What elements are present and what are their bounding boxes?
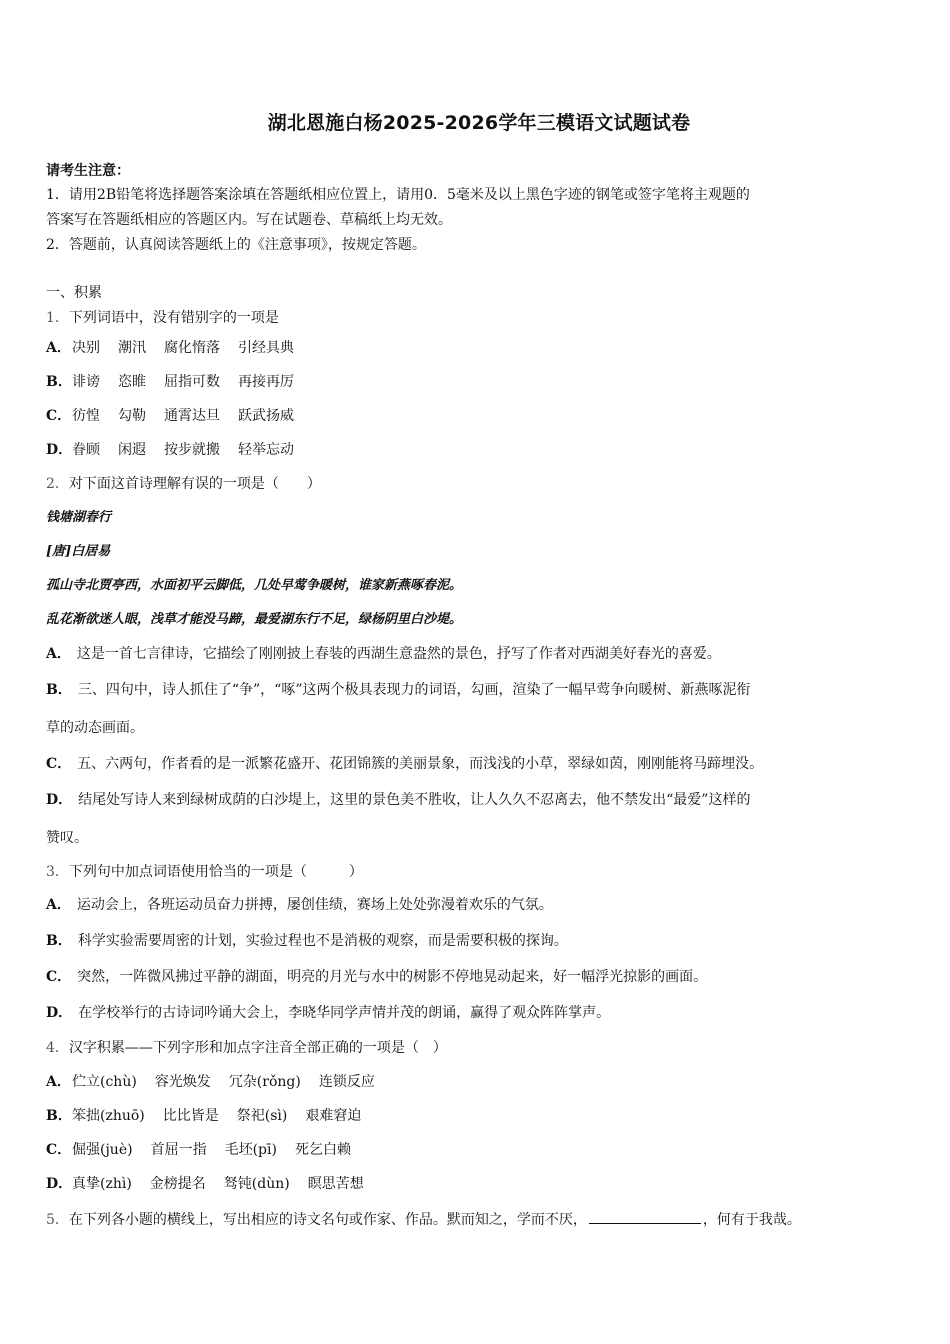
option-word: 死乞白赖 xyxy=(294,1142,351,1158)
poem-title: 钱塘湖春行 xyxy=(46,510,112,525)
option-text: 三、四句中，诗人抓住了“争”，“啄”这两个极具表现力的词语，勾画，渲染了一幅早莺争向暖树、新燕啄泥衔 xyxy=(77,682,751,698)
option-word: 彷惶 xyxy=(72,408,100,424)
option-b[interactable] xyxy=(46,671,912,747)
question-number: 2． xyxy=(46,476,69,492)
option-letter: B． xyxy=(46,1108,72,1124)
option-word: 轻举忘动 xyxy=(238,442,294,458)
option-letter: D． xyxy=(46,442,73,458)
option-word: 恣睢 xyxy=(118,374,146,390)
option-text: 突然，一阵微风拂过平静的湖面，明亮的月光与水中的树影不停地晃动起来，好一幅浮光掠影的画面。 xyxy=(77,969,708,985)
option-word: 闲遐 xyxy=(118,442,146,458)
option-word: 首屈一指 xyxy=(150,1142,207,1158)
option-text: 五、六两句，作者看的是一派繁花盛开、花团锦簇的美丽景象，而浅浅的小草，翠绿如茵，刚刚能将马蹄埋没。 xyxy=(77,756,764,772)
option-word: 艰难窘迫 xyxy=(305,1108,362,1124)
option-letter: D． xyxy=(46,1176,73,1192)
option-word: 伫立(chù) xyxy=(72,1074,137,1090)
question-5-stem xyxy=(46,1201,912,1239)
option-d[interactable] xyxy=(46,1167,912,1201)
option-word: 比比皆是 xyxy=(162,1108,219,1124)
option-word: 金榜提名 xyxy=(149,1176,206,1192)
poem-line-2: 乱花渐欲迷人眼，浅草才能没马蹄，最爱湖东行不足，绿杨阴里白沙堤。 xyxy=(46,612,463,627)
question-text: 在下列各小题的横线上，写出相应的诗文名句或作家、作品。默而知之，学而不厌， xyxy=(68,1212,587,1228)
question-text-end: ，何有于我哉。 xyxy=(702,1212,801,1228)
option-letter: B． xyxy=(46,933,72,949)
question-2-stem xyxy=(46,467,912,501)
option-word: 笨拙(zhuō) xyxy=(72,1108,145,1124)
option-word: 倔强(juè) xyxy=(72,1142,133,1158)
option-letter: C． xyxy=(46,969,72,985)
poem-author: [唐]白居易 xyxy=(46,544,111,559)
option-word: 决别 xyxy=(72,340,100,356)
exam-title: 湖北恩施白杨2025-2026学年三模语文试题试卷 xyxy=(267,112,691,134)
question-number: 1． xyxy=(46,310,69,326)
question-text: 下列句中加点词语使用恰当的一项是（ ） xyxy=(68,864,363,880)
option-word: 祭祀(sì) xyxy=(236,1108,288,1124)
answer-blank[interactable] xyxy=(589,1209,701,1224)
option-letter: A． xyxy=(46,340,71,356)
option-word: 再接再厉 xyxy=(238,374,294,390)
option-a[interactable] xyxy=(46,637,912,671)
question-5 xyxy=(46,1201,912,1239)
option-letter: A． xyxy=(46,1074,71,1090)
option-word: 眷顾 xyxy=(72,442,100,458)
option-b[interactable] xyxy=(46,923,912,959)
option-text: 运动会上，各班运动员奋力拼搏，屡创佳绩，赛场上处处弥漫着欢乐的气氛。 xyxy=(76,897,553,913)
option-a[interactable] xyxy=(46,1065,912,1099)
option-letter: B． xyxy=(46,682,72,698)
question-1-stem xyxy=(46,306,912,331)
question-2 xyxy=(46,467,912,857)
notice-heading: 请考生注意： xyxy=(46,163,130,179)
question-3 xyxy=(46,857,912,1031)
option-letter: C． xyxy=(46,756,72,772)
option-word: 屈指可数 xyxy=(164,374,220,390)
question-text: 汉字积累——下列字形和加点字注音全部正确的一项是（ ） xyxy=(68,1040,447,1056)
option-letter: A． xyxy=(46,646,71,662)
notice-line-3: 2．答题前，认真阅读答题纸上的《注意事项》，按规定答题。 xyxy=(46,237,426,253)
question-number: 5． xyxy=(46,1212,69,1228)
section-heading: 一、积累 xyxy=(46,285,102,301)
option-word: 容光焕发 xyxy=(154,1074,211,1090)
option-word: 潮汛 xyxy=(118,340,146,356)
option-c[interactable] xyxy=(46,399,912,433)
option-word: 瞑思苦想 xyxy=(307,1176,364,1192)
exam-page xyxy=(46,108,912,1239)
option-word: 引经具典 xyxy=(238,340,294,356)
option-d[interactable] xyxy=(46,433,912,467)
option-word: 真挚(zhì) xyxy=(72,1176,132,1192)
question-text: 下列词语中，没有错别字的一项是 xyxy=(68,310,279,326)
option-letter: C． xyxy=(46,1142,72,1158)
question-number: 4． xyxy=(46,1040,69,1056)
poem-line-1: 孤山寺北贾亭西，水面初平云脚低，几处早莺争暖树，谁家新燕啄春泥。 xyxy=(46,578,463,593)
question-4-stem xyxy=(46,1031,912,1065)
option-word: 连锁反应 xyxy=(318,1074,375,1090)
option-word: 腐化惰落 xyxy=(164,340,220,356)
option-word: 冗杂(rǒng) xyxy=(228,1074,301,1090)
option-text-cont: 草的动态画面。 xyxy=(46,720,144,736)
option-b[interactable] xyxy=(46,1099,912,1133)
question-1 xyxy=(46,306,912,467)
option-word: 跃武扬威 xyxy=(238,408,294,424)
option-letter: B． xyxy=(46,374,72,390)
option-text-cont: 赞叹。 xyxy=(46,830,88,846)
option-d[interactable] xyxy=(46,995,912,1031)
option-letter: C． xyxy=(46,408,72,424)
option-word: 勾勒 xyxy=(118,408,146,424)
option-b[interactable] xyxy=(46,365,912,399)
option-word: 通霄达旦 xyxy=(164,408,220,424)
question-3-stem xyxy=(46,857,912,887)
option-word: 驽钝(dùn) xyxy=(223,1176,290,1192)
option-word: 诽谤 xyxy=(72,374,100,390)
question-text: 对下面这首诗理解有误的一项是（ ） xyxy=(68,476,321,492)
option-letter: A． xyxy=(46,897,71,913)
option-word: 按步就搬 xyxy=(164,442,220,458)
option-text: 科学实验需要周密的计划，实验过程也不是消极的观察，而是需要积极的探询。 xyxy=(77,933,568,949)
option-text: 结尾处写诗人来到绿树成荫的白沙堤上，这里的景色美不胜收，让人久久不忍离去，他不禁发出“最爱”这样的 xyxy=(78,792,751,808)
notice-block xyxy=(46,159,912,258)
option-c[interactable] xyxy=(46,959,912,995)
question-number: 3． xyxy=(46,864,69,880)
option-text: 在学校举行的古诗词吟诵大会上，李晓华同学声情并茂的朗诵，赢得了观众阵阵掌声。 xyxy=(78,1005,611,1021)
option-c[interactable] xyxy=(46,1133,912,1167)
option-d[interactable] xyxy=(46,781,912,857)
notice-line-1: 1．请用2B铅笔将选择题答案涂填在答题纸相应位置上，请用0．5毫米及以上黑色字迹的钢笔或签字笔将主观题的 xyxy=(46,187,750,203)
option-a[interactable] xyxy=(46,331,912,365)
option-text: 这是一首七言律诗，它描绘了刚刚披上春装的西湖生意盎然的景色，抒写了作者对西湖美好春光的喜爱。 xyxy=(76,646,721,662)
option-word: 毛坯(pī) xyxy=(224,1142,277,1158)
option-letter: D． xyxy=(46,1005,73,1021)
option-a[interactable] xyxy=(46,887,912,923)
question-4 xyxy=(46,1031,912,1201)
notice-line-2: 答案写在答题纸相应的答题区内。写在试题卷、草稿纸上均无效。 xyxy=(46,212,452,228)
option-letter: D． xyxy=(46,792,73,808)
option-c[interactable] xyxy=(46,747,912,781)
